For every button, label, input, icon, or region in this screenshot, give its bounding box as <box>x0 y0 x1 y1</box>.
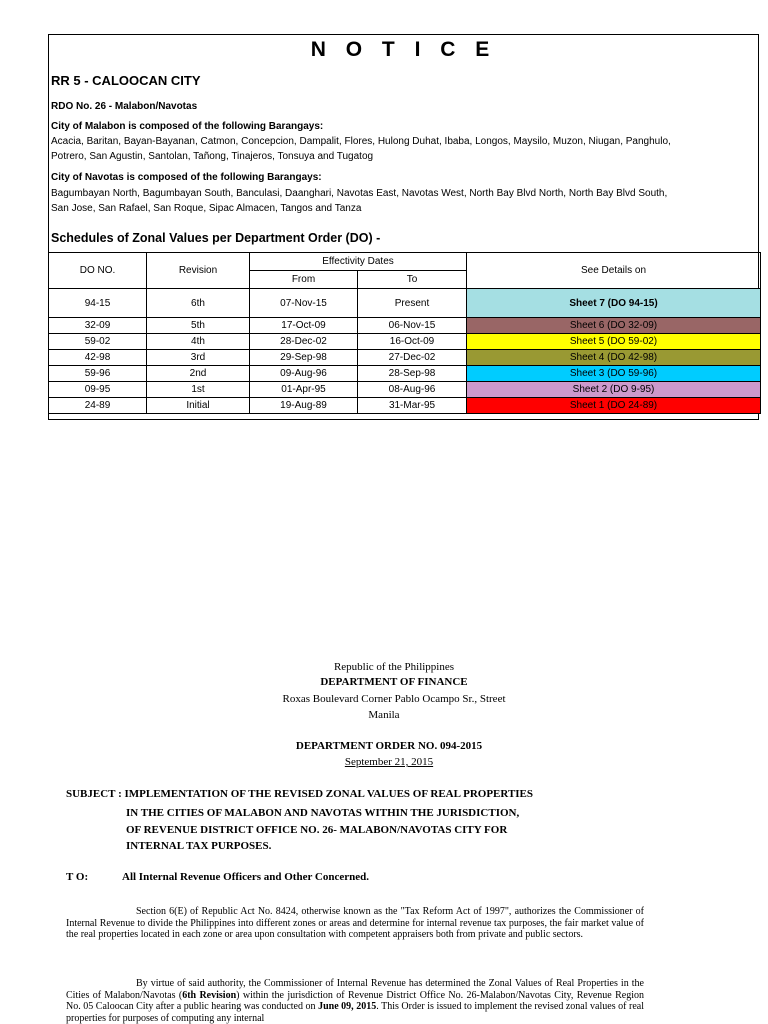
revenue-region-title: RR 5 - CALOOCAN CITY <box>51 73 201 88</box>
do-number-cell: 32-09 <box>49 318 147 334</box>
malabon-heading: City of Malabon is composed of the following Barangays: <box>51 121 324 132</box>
schedule-title: Schedules of Zonal Values per Department Order (DO) - <box>51 231 381 245</box>
notice-panel <box>48 34 759 420</box>
subject-line-4: INTERNAL TAX PURPOSES. <box>126 840 272 852</box>
from-date-cell: 17-Oct-09 <box>250 318 358 334</box>
from-date-cell: 29-Sep-98 <box>250 350 358 366</box>
malabon-barangays-line2: Potrero, San Agustin, Santolan, Tañong, Tinajeros, Tonsuya and Tugatog <box>51 151 374 162</box>
table-row <box>49 334 761 350</box>
subject-line-3: OF REVENUE DISTRICT OFFICE NO. 26- MALABON/NAVOTAS CITY FOR <box>126 824 508 836</box>
revision-cell: 3rd <box>147 350 250 366</box>
paragraph-1 <box>66 906 644 941</box>
paragraph-2-text-c: ) within the jurisdiction of Revenue District Office No. 26-Malabon/Navotas City, Revenue Region No. 05 Caloocan City after a public hearing was conducted on <box>66 989 644 1012</box>
sheet-link-cell[interactable]: Sheet 4 (DO 42-98) <box>467 350 761 366</box>
department-city: Manila <box>368 709 400 721</box>
do-number-cell: 24-89 <box>49 398 147 414</box>
sheet-link-cell[interactable]: Sheet 5 (DO 59-02) <box>467 334 761 350</box>
paragraph-2-text-e: . This Order is issued to implement the revised zonal values of real properties for purposes of computing any internal <box>66 1001 645 1024</box>
header-revision: Revision <box>147 253 250 289</box>
table-row <box>49 289 761 318</box>
navotas-heading: City of Navotas is composed of the following Barangays: <box>51 172 322 183</box>
order-number: DEPARTMENT ORDER NO. 094-2015 <box>295 740 483 752</box>
to-date-cell: 06-Nov-15 <box>358 318 467 334</box>
revision-cell: Initial <box>147 398 250 414</box>
table-row <box>49 350 761 366</box>
paragraph-2-revision: 6th Revision <box>182 989 237 1001</box>
from-date-cell: 07-Nov-15 <box>250 289 358 318</box>
order-date-wrap <box>0 755 768 769</box>
revision-cell: 4th <box>147 334 250 350</box>
from-date-cell: 19-Aug-89 <box>250 398 358 414</box>
subject-line-2: IN THE CITIES OF MALABON AND NAVOTAS WITHIN THE JURISDICTION, <box>126 807 520 819</box>
sheet-link-cell[interactable]: Sheet 2 (DO 9-95) <box>467 382 761 398</box>
table-row <box>49 398 761 414</box>
rdo-label: RDO No. 26 - Malabon/Navotas <box>51 101 198 112</box>
from-date-cell: 01-Apr-95 <box>250 382 358 398</box>
do-number-cell: 94-15 <box>49 289 147 318</box>
subject-line-1: SUBJECT : IMPLEMENTATION OF THE REVISED ZONAL VALUES OF REAL PROPERTIES <box>66 788 534 800</box>
table-row <box>49 318 761 334</box>
from-date-cell: 28-Dec-02 <box>250 334 358 350</box>
paragraph-2-hearing-date: June 09, 2015 <box>318 1001 377 1012</box>
malabon-barangays-line1: Acacia, Baritan, Bayan-Bayanan, Catmon, Concepcion, Dampalit, Flores, Hulong Duhat, Ibaba, Longos, Maysilo, Muzon, Niugan, Panghulo, <box>51 136 671 147</box>
header-do-no: DO NO. <box>49 253 147 289</box>
paragraph-2-text-a: By virtue of said authority, the Commissioner of Internal Revenue has determined the Zonal Values of Real Properties in the Cities of Malabon/Navotas ( <box>66 978 644 1001</box>
revision-cell: 5th <box>147 318 250 334</box>
to-date-cell: Present <box>358 289 467 318</box>
to-date-cell: 16-Oct-09 <box>358 334 467 350</box>
to-date-cell: 31-Mar-95 <box>358 398 467 414</box>
sheet-link-cell[interactable]: Sheet 6 (DO 32-09) <box>467 318 761 334</box>
header-effectivity-dates: Effectivity Dates <box>250 253 467 271</box>
to-date-cell: 27-Dec-02 <box>358 350 467 366</box>
revision-cell: 1st <box>147 382 250 398</box>
table-row <box>49 366 761 382</box>
revision-cell: 6th <box>147 289 250 318</box>
navotas-barangays-line2: San Jose, San Rafael, San Roque, Sipac Almacen, Tangos and Tanza <box>51 203 362 214</box>
sheet-link-cell[interactable]: Sheet 3 (DO 59-96) <box>467 366 761 382</box>
to-date-cell: 08-Aug-96 <box>358 382 467 398</box>
sheet-link-cell[interactable]: Sheet 1 (DO 24-89) <box>467 398 761 414</box>
department-address: Roxas Boulevard Corner Pablo Ocampo Sr., Street <box>282 693 506 705</box>
sheet-link-cell[interactable]: Sheet 7 (DO 94-15) <box>467 289 761 318</box>
table-row <box>49 382 761 398</box>
order-date: September 21, 2015 <box>344 756 434 768</box>
from-date-cell: 09-Aug-96 <box>250 366 358 382</box>
paragraph-2 <box>66 978 644 1024</box>
republic-line: Republic of the Philippines <box>333 661 455 673</box>
department-name: DEPARTMENT OF FINANCE <box>320 676 468 688</box>
notice-title: N O T I C E <box>310 38 497 61</box>
navotas-barangays-line1: Bagumbayan North, Bagumbayan South, Banculasi, Daanghari, Navotas East, Navotas West, North Bay Blvd North, North Bay Blvd South, <box>51 188 668 199</box>
do-number-cell: 09-95 <box>49 382 147 398</box>
do-number-cell: 59-96 <box>49 366 147 382</box>
paragraph-1-text: Section 6(E) of Republic Act No. 8424, otherwise known as the "Tax Reform Act of 1997", authorizes the Commissioner of Internal Revenue to divide the Philippines into different zones or areas and determine for internal revenue tax purposes, the fair market value of the real properties located in each zone or area upon consultation with competent appraisers both from private and public sectors. <box>66 906 644 940</box>
to-label: T O: <box>66 871 89 883</box>
do-number-cell: 59-02 <box>49 334 147 350</box>
department-order-table <box>48 252 761 414</box>
do-number-cell: 42-98 <box>49 350 147 366</box>
header-see-details: See Details on <box>467 253 761 289</box>
header-to: To <box>358 271 467 289</box>
revision-cell: 2nd <box>147 366 250 382</box>
header-from: From <box>250 271 358 289</box>
to-date-cell: 28-Sep-98 <box>358 366 467 382</box>
to-recipients: All Internal Revenue Officers and Other Concerned. <box>122 871 369 883</box>
